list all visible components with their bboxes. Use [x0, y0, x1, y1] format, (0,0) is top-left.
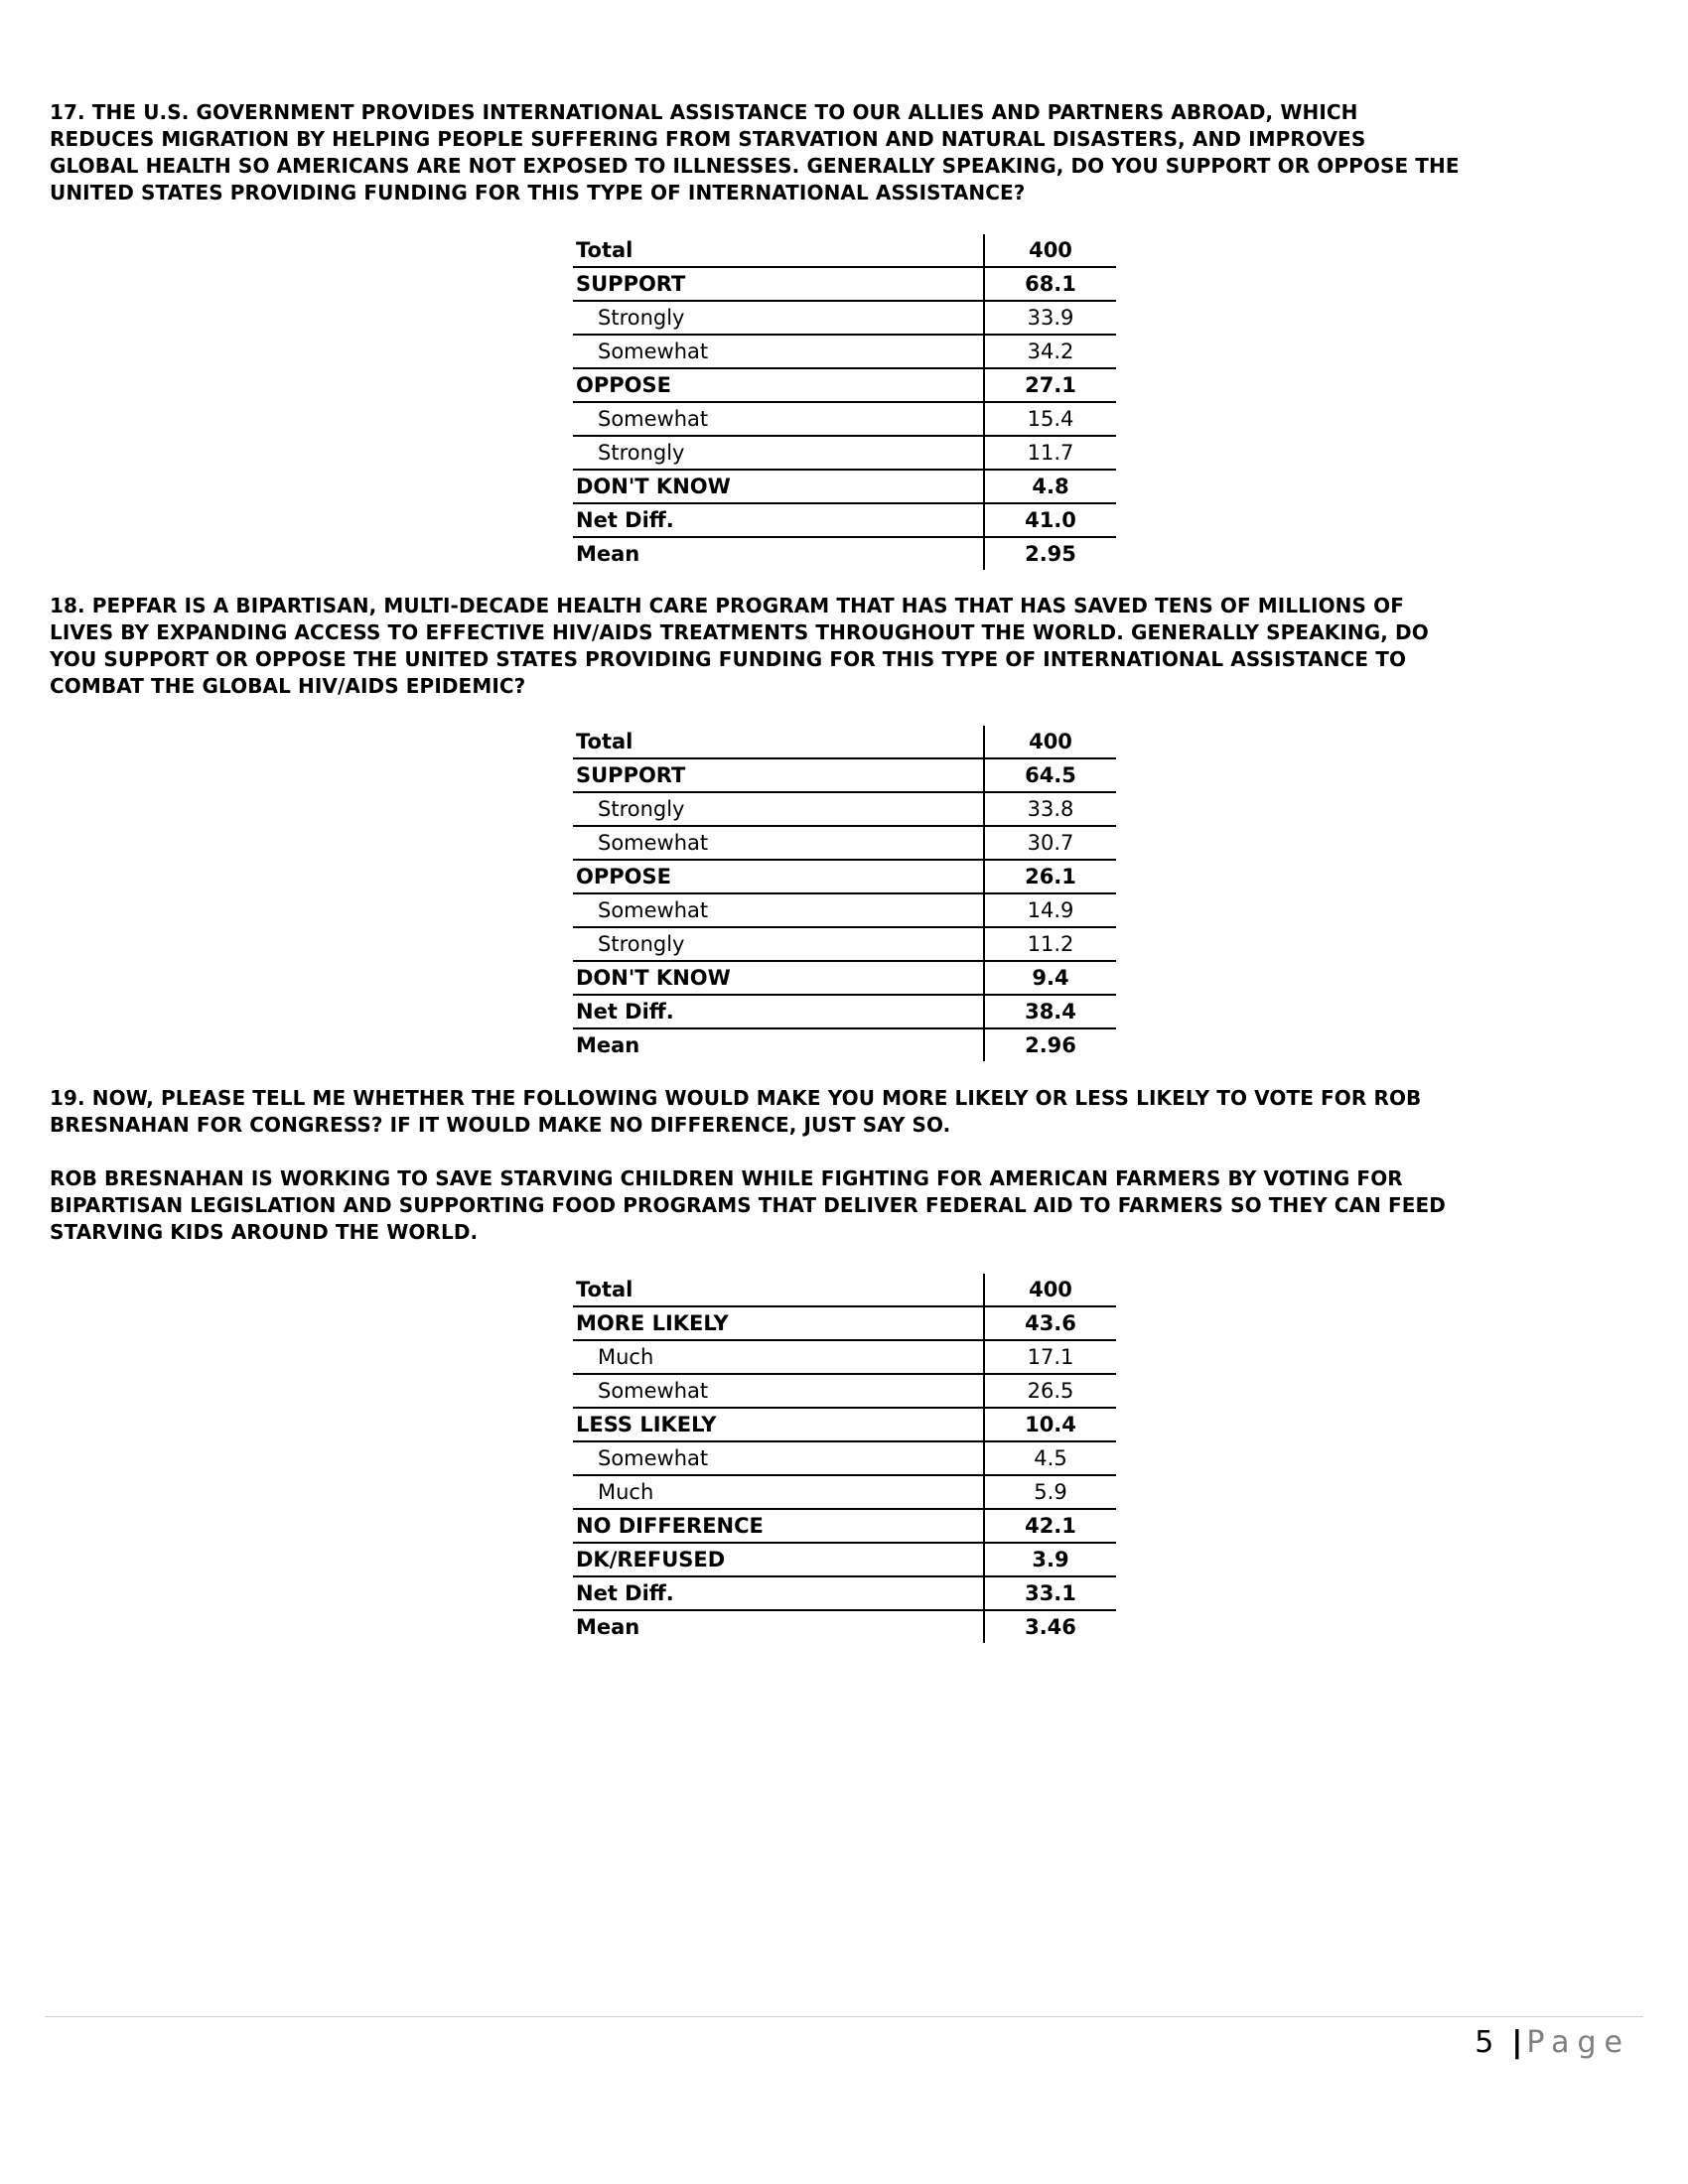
- row-label: SUPPORT: [576, 272, 686, 296]
- row-label: Total: [576, 730, 633, 753]
- table-row: [573, 470, 1116, 503]
- table-row: [573, 758, 1116, 792]
- question-line: YOU SUPPORT OR OPPOSE THE UNITED STATES PROVIDING FUNDING FOR THIS TYPE OF INTERNATIONAL ASSISTANCE TO: [50, 647, 1407, 671]
- row-label: OPPOSE: [576, 865, 671, 888]
- row-label: Somewhat: [598, 1446, 709, 1470]
- table-row: [573, 335, 1116, 368]
- row-label: MORE LIKELY: [576, 1311, 729, 1335]
- row-label: OPPOSE: [576, 373, 671, 397]
- row-label: Somewhat: [598, 898, 709, 922]
- row-label: Net Diff.: [576, 508, 674, 532]
- question-18: [50, 593, 1658, 700]
- question-line: 19. NOW, PLEASE TELL ME WHETHER THE FOLLOWING WOULD MAKE YOU MORE LIKELY OR LESS LIKELY TO VOTE FOR ROB: [50, 1086, 1422, 1110]
- row-label: DON'T KNOW: [576, 966, 731, 990]
- results-table-17: [573, 234, 1116, 570]
- question-line: 17. THE U.S. GOVERNMENT PROVIDES INTERNATIONAL ASSISTANCE TO OUR ALLIES AND PARTNERS ABROAD, WHICH: [50, 100, 1358, 124]
- row-label: Total: [576, 1278, 633, 1301]
- question-line: BIPARTISAN LEGISLATION AND SUPPORTING FOOD PROGRAMS THAT DELIVER FEDERAL AID TO FARMERS SO THEY CAN FEED: [50, 1193, 1446, 1217]
- results-table-19: [573, 1274, 1116, 1643]
- row-label: Strongly: [598, 441, 685, 465]
- row-value: 11.7: [984, 436, 1116, 470]
- page-separator: |: [1511, 2025, 1523, 2060]
- row-label: Strongly: [598, 306, 685, 330]
- question-line: 18. PEPFAR IS A BIPARTISAN, MULTI-DECADE HEALTH CARE PROGRAM THAT HAS THAT HAS SAVED TENS OF MILLIONS OF: [50, 594, 1404, 617]
- row-value: 33.1: [984, 1576, 1116, 1610]
- page-number: 5: [1475, 2025, 1494, 2060]
- row-value: 64.5: [984, 758, 1116, 792]
- table-row: [573, 995, 1116, 1028]
- table-row: [573, 436, 1116, 470]
- table-row: [573, 1576, 1116, 1610]
- row-label: Mean: [576, 1615, 640, 1639]
- table-row: [573, 726, 1116, 758]
- row-label: Net Diff.: [576, 1000, 674, 1024]
- table-row: [573, 893, 1116, 927]
- row-value: 15.4: [984, 402, 1116, 436]
- row-value: 41.0: [984, 503, 1116, 537]
- footer-divider: [45, 2016, 1643, 2017]
- question-line: ROB BRESNAHAN IS WORKING TO SAVE STARVING CHILDREN WHILE FIGHTING FOR AMERICAN FARMERS BY VOTING FOR: [50, 1166, 1403, 1190]
- table-row: [573, 537, 1116, 570]
- table-row: [573, 1274, 1116, 1306]
- question-line: UNITED STATES PROVIDING FUNDING FOR THIS TYPE OF INTERNATIONAL ASSISTANCE?: [50, 181, 1026, 205]
- row-label: Somewhat: [598, 831, 709, 855]
- row-value: 27.1: [984, 368, 1116, 402]
- row-value: 17.1: [984, 1340, 1116, 1374]
- table-row: [573, 1374, 1116, 1408]
- table-row: [573, 368, 1116, 402]
- row-label: Strongly: [598, 797, 685, 821]
- row-value: 26.1: [984, 860, 1116, 893]
- row-value: 33.8: [984, 792, 1116, 826]
- row-value: 10.4: [984, 1408, 1116, 1441]
- table-row: [573, 1475, 1116, 1509]
- table-row: [573, 1441, 1116, 1475]
- table-row: [573, 1408, 1116, 1441]
- row-label: Strongly: [598, 932, 685, 956]
- table-row: [573, 1610, 1116, 1643]
- row-value: 400: [984, 234, 1116, 267]
- row-label: DK/REFUSED: [576, 1548, 726, 1571]
- row-label: Total: [576, 238, 633, 262]
- table-row: [573, 402, 1116, 436]
- row-label: Mean: [576, 1033, 640, 1057]
- table-row: [573, 961, 1116, 995]
- table-row: [573, 301, 1116, 335]
- row-value: 11.2: [984, 927, 1116, 961]
- question-line: REDUCES MIGRATION BY HELPING PEOPLE SUFFERING FROM STARVATION AND NATURAL DISASTERS, AND IMPROVES: [50, 127, 1366, 151]
- row-value: 2.96: [984, 1028, 1116, 1061]
- row-label: Mean: [576, 542, 640, 566]
- table-row: [573, 826, 1116, 860]
- question-line: BRESNAHAN FOR CONGRESS? IF IT WOULD MAKE NO DIFFERENCE, JUST SAY SO.: [50, 1113, 951, 1137]
- row-label: Much: [598, 1480, 654, 1504]
- row-value: 34.2: [984, 335, 1116, 368]
- table-row: [573, 860, 1116, 893]
- row-label: SUPPORT: [576, 763, 686, 787]
- row-value: 4.8: [984, 470, 1116, 503]
- row-value: 14.9: [984, 893, 1116, 927]
- row-value: 43.6: [984, 1306, 1116, 1340]
- row-value: 38.4: [984, 995, 1116, 1028]
- question-19-statement: [50, 1165, 1658, 1246]
- table-row: [573, 1306, 1116, 1340]
- table-row: [573, 503, 1116, 537]
- row-label: Somewhat: [598, 340, 709, 363]
- row-value: 68.1: [984, 267, 1116, 301]
- table-row: [573, 927, 1116, 961]
- row-label: Much: [598, 1345, 654, 1369]
- question-19: [50, 1085, 1658, 1139]
- row-label: DON'T KNOW: [576, 475, 731, 498]
- table-row: [573, 792, 1116, 826]
- results-table-18: [573, 726, 1116, 1061]
- row-value: 2.95: [984, 537, 1116, 570]
- question-17: [50, 99, 1658, 206]
- row-value: 400: [984, 726, 1116, 758]
- row-value: 30.7: [984, 826, 1116, 860]
- row-label: Somewhat: [598, 1379, 709, 1403]
- page-label: Page: [1526, 2025, 1630, 2060]
- question-line: COMBAT THE GLOBAL HIV/AIDS EPIDEMIC?: [50, 674, 526, 698]
- row-label: Somewhat: [598, 407, 709, 431]
- row-value: 5.9: [984, 1475, 1116, 1509]
- row-value: 400: [984, 1274, 1116, 1306]
- table-row: [573, 267, 1116, 301]
- question-line: GLOBAL HEALTH SO AMERICANS ARE NOT EXPOSED TO ILLNESSES. GENERALLY SPEAKING, DO YOU SUPPORT OR OPPOSE THE: [50, 154, 1460, 178]
- row-value: 33.9: [984, 301, 1116, 335]
- table-row: [573, 1543, 1116, 1576]
- table-row: [573, 1340, 1116, 1374]
- page-footer: [1475, 2025, 1630, 2060]
- row-value: 26.5: [984, 1374, 1116, 1408]
- table-row: [573, 234, 1116, 267]
- row-value: 9.4: [984, 961, 1116, 995]
- table-row: [573, 1028, 1116, 1061]
- row-value: 3.46: [984, 1610, 1116, 1643]
- row-value: 3.9: [984, 1543, 1116, 1576]
- row-value: 42.1: [984, 1509, 1116, 1543]
- row-value: 4.5: [984, 1441, 1116, 1475]
- question-line: STARVING KIDS AROUND THE WORLD.: [50, 1220, 479, 1244]
- row-label: LESS LIKELY: [576, 1413, 717, 1436]
- row-label: Net Diff.: [576, 1581, 674, 1605]
- row-label: NO DIFFERENCE: [576, 1514, 764, 1538]
- question-line: LIVES BY EXPANDING ACCESS TO EFFECTIVE HIV/AIDS TREATMENTS THROUGHOUT THE WORLD. GENERALLY SPEAKING, DO: [50, 620, 1429, 644]
- table-row: [573, 1509, 1116, 1543]
